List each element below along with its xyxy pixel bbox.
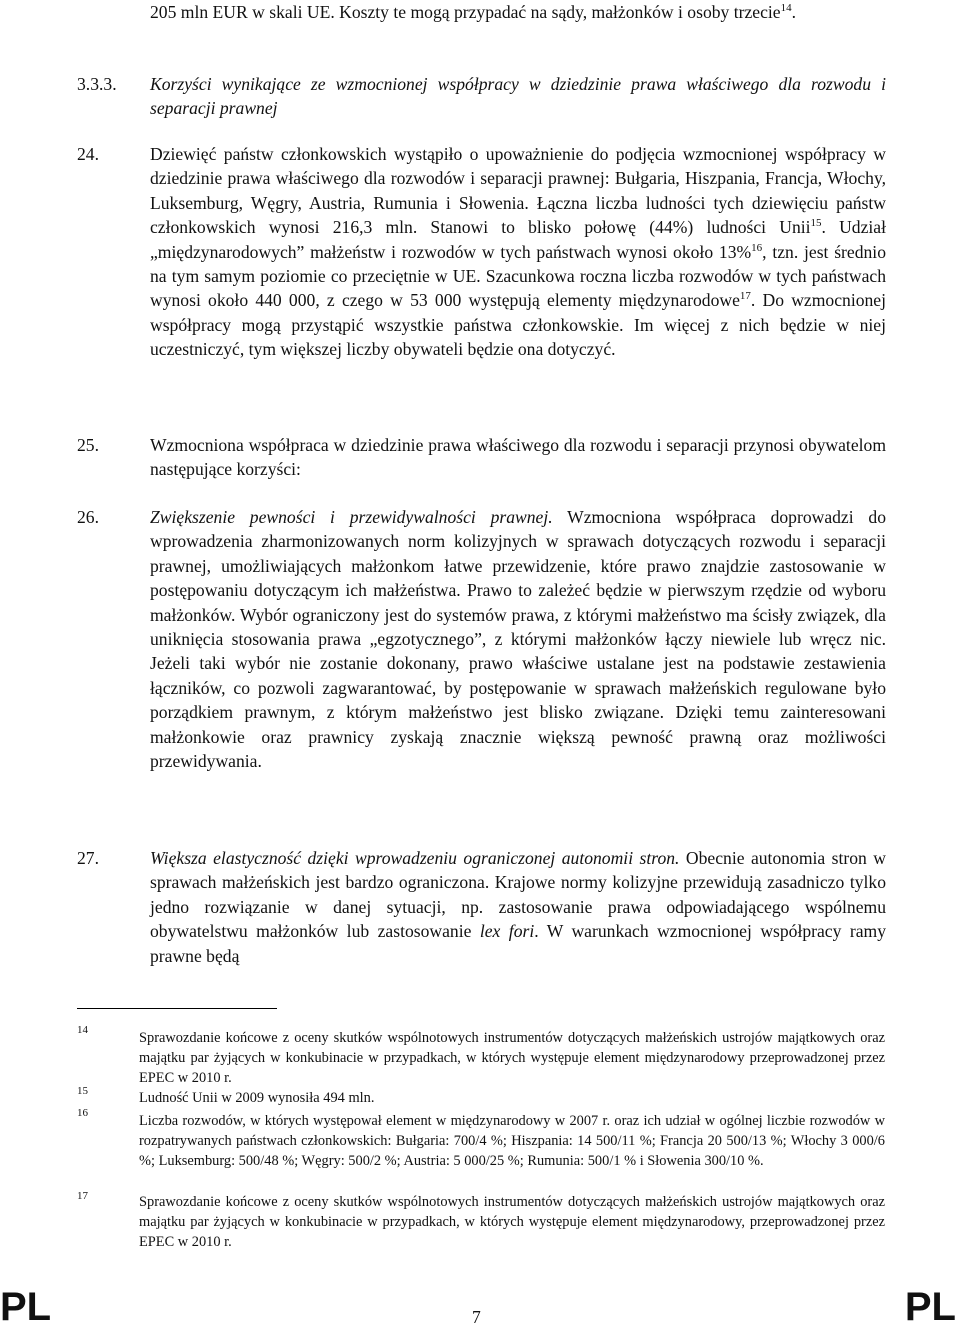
footer-language-right: PL bbox=[904, 1285, 956, 1329]
paragraph-number-25: 25. bbox=[77, 435, 99, 455]
footnote-ref-15[interactable]: 15 bbox=[810, 217, 822, 230]
paragraph-26: Zwiększenie pewności i przewidywalności prawnej. Wzmocniona współpraca doprowadzi do wprowadzenia zharmonizowanych norm kolizyjnych w sprawach dotyczących rozwodu i separacji prawnej, umożliwiających małżonkom łatwe przewidzenie, które prawo znajdzie zastosowanie w postępowaniu dotyczącym ich małżeństwa. Prawo to zależeć będzie w pierwszym rzędzie od wyboru małżonków. Wybór ograniczony jest do systemów prawa, z którymi małżeństwo ma ścisły związek, dla uniknięcia stosowania prawa „egzotycznego”, z którymi małżonków łączy niewiele lub wręcz nic. Jeżeli taki wybór nie zostanie dokonany, prawo właściwe ustalane jest na podstawie zestawienia łączników, co pozwoli zagwarantować, by postępowanie w sprawach małżeńskich regulowane było porządkiem prawnym, z którym małżeństwo jest blisko związane. Dzięki temu zainteresowani małżonkowie oraz prawnicy zyskają znacznie większą pewność prawną oraz możliwości przewidywania. bbox=[150, 507, 886, 772]
footnote-ref-14[interactable]: 14 bbox=[780, 2, 792, 14]
section-heading: Korzyści wynikające ze wzmocnionej współpracy w dziedzinie prawa właściwego dla rozwodu i separacji prawnej bbox=[150, 74, 886, 119]
paragraph-27: Większa elastyczność dzięki wprowadzeniu ograniczonej autonomii stron. Obecnie autonomia stron w sprawach małżeńskich jest bardzo ograniczona. Krajowe normy kolizyjne przewidują zasadniczo tylko jedno rozwiązanie w danej sytuacji, np. zastosowanie prawa odpowiadającego wspólnemu obywatelstwu małżonków lub zastosowanie lex fori. W warunkach wzmocnionej współpracy ramy prawne będą bbox=[150, 848, 887, 966]
paragraph-27-title: Większa elastyczność dzięki wprowadzeniu ograniczonej autonomii stron. bbox=[150, 848, 680, 868]
footnote-number-14: 14 bbox=[77, 1024, 88, 1036]
footnote-14: Sprawozdanie końcowe z oceny skutków wspólnotowych instrumentów dotyczących małżeńskich ustrojów majątkowych oraz majątku par żyjących w konkubinacie w przypadkach, w których występuje element międzynarodowy przeprowadzonej przez EPEC w 2010 r. bbox=[139, 1030, 885, 1086]
paragraph-number-27: 27. bbox=[77, 848, 99, 868]
footnote-17: Sprawozdanie końcowe z oceny skutków wspólnotowych instrumentów dotyczących małżeńskich ustrojów majątkowych oraz majątku par żyjących w konkubinacie w przypadkach, w których występuje element międzynarodowy, przeprowadzonej przez EPEC w 2010 r. bbox=[139, 1194, 885, 1250]
footnote-16: Liczba rozwodów, w których występował element w międzynarodowy w 2007 r. oraz ich udział w ogólnej liczbie rozwodów w rozpatrywanych państwach członkowskich: Bułgaria: 700/4 %; Hiszpania: 14 500/11 %; Francja 20 500/13 %; Włochy 3 000/6 %; Luksemburg: 500/48 %; Węgry: 500/2 %; Austria: 5 000/25 %; Rumunia: 500/1 % i Słowenia 300/10 %. bbox=[139, 1113, 885, 1169]
paragraph-26-title: Zwiększenie pewności i przewidywalności prawnej. bbox=[150, 507, 553, 527]
paragraph-number-24: 24. bbox=[77, 144, 99, 164]
footnote-ref-17[interactable]: 17 bbox=[739, 290, 751, 303]
footnote-number-15: 15 bbox=[77, 1085, 88, 1097]
continuation-paragraph: 205 mln EUR w skali UE. Koszty te mogą przypadać na sądy, małżonków i osoby trzecie$^{14}$. bbox=[150, 2, 797, 22]
footnote-15: Ludność Unii w 2009 wynosiła 494 mln. bbox=[139, 1090, 375, 1106]
footnote-separator bbox=[77, 1008, 277, 1009]
paragraph-24: Dziewięć państw członkowskich wystąpiło o upoważnienie do podjęcia wzmocnionej współpracy w dziedzinie prawa właściwego dla rozwodów i separacji prawnej: Bułgaria, Hiszpania, Francja, Włochy, Luksemburg, Węgry, Austria, Rumunia i Słowenia. Łączna liczba ludności tych dziewięciu państw członkowskich wynosi 216,3 mln. Stanowi to blisko połowę (44%) ludności Unii$^{15}$. Udział „międzynarodowych” małżeństw i rozwodów w tych państwach wynosi około 13%$^{16}$, tzn. jest średnio na tym samym poziomie co przeciętnie w UE. Szacunkowa roczna liczba rozwodów w tych państwach wynosi około 440 000, z czego w 53 000 występują elementy międzynarodowe$^{17}$. Do wzmocnionej współpracy mogą przystąpić wszystkie państwa członkowskie. Im więcej z nich będzie w niej uczestniczyć, tym większej liczby obywateli będzie ona dotyczyć. bbox=[150, 144, 887, 360]
paragraph-number-26: 26. bbox=[77, 507, 99, 527]
page-number: 7 bbox=[472, 1307, 481, 1327]
footnote-number-16: 16 bbox=[77, 1107, 88, 1119]
paragraph-25: Wzmocniona współpraca w dziedzinie prawa właściwego dla rozwodu i separacji przynosi obywatelom następujące korzyści: bbox=[150, 435, 886, 480]
footnote-ref-16[interactable]: 16 bbox=[751, 241, 763, 254]
section-number: 3.3.3. bbox=[77, 74, 117, 94]
footer-language-left: PL bbox=[0, 1285, 52, 1329]
footnote-number-17: 17 bbox=[77, 1190, 88, 1202]
